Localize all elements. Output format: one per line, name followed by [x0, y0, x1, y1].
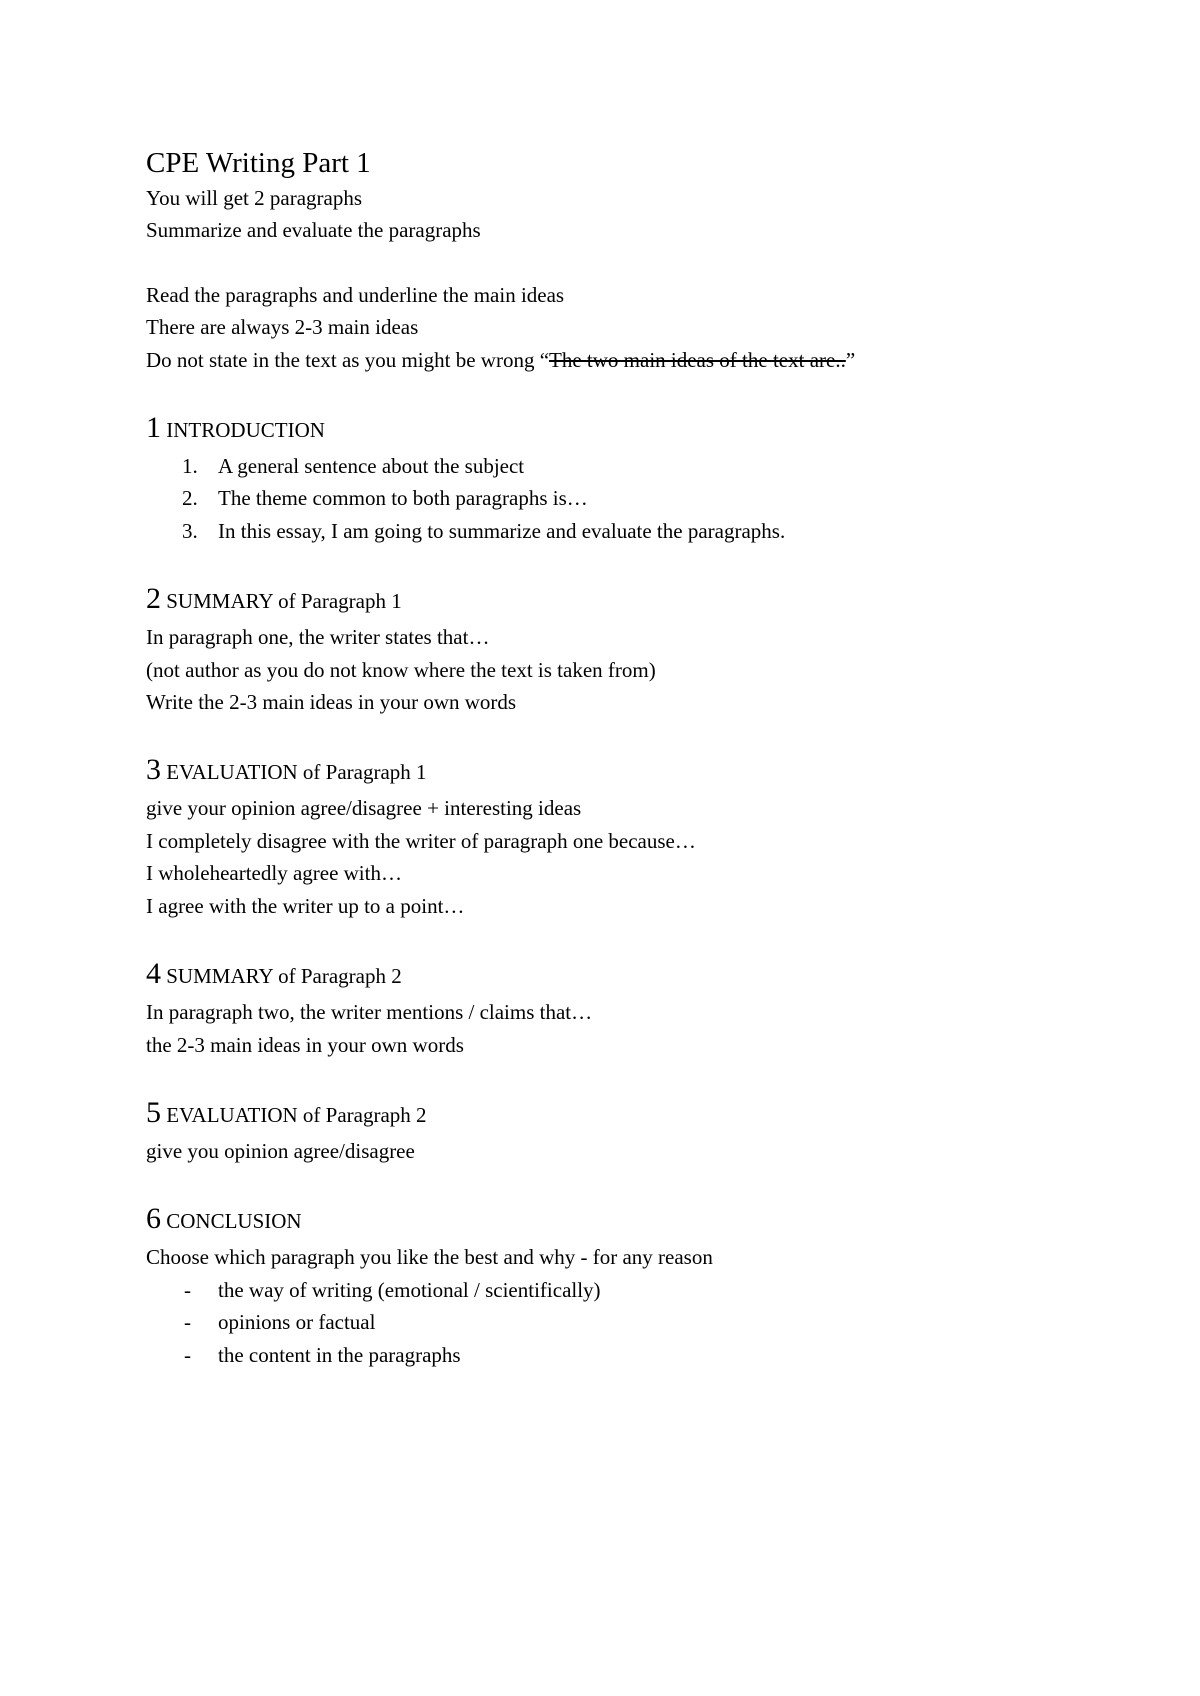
- list-item: [146, 482, 1146, 514]
- dash-bullet: -: [184, 1277, 191, 1302]
- list-item-text: In this essay, I am going to summarize and evaluate the paragraphs.: [218, 518, 786, 543]
- introduction-steps-list: [146, 450, 1146, 547]
- list-item: [146, 1306, 1146, 1338]
- section-heading-evaluation-2: [146, 1093, 1146, 1135]
- section-line: I wholeheartedly agree with…: [146, 861, 402, 886]
- section-title: SUMMARY of Paragraph 1: [166, 589, 402, 614]
- section-line: I agree with the writer up to a point…: [146, 893, 465, 918]
- reading-line: There are always 2-3 main ideas: [146, 315, 419, 340]
- list-number: 3.: [182, 518, 198, 543]
- section-line: give your opinion agree/disagree + interesting ideas: [146, 796, 582, 821]
- section-line: In paragraph two, the writer mentions / claims that…: [146, 1000, 593, 1025]
- list-item-text: the content in the paragraphs: [218, 1342, 461, 1367]
- list-item-text: opinions or factual: [218, 1310, 376, 1335]
- struck-phrase: The two main ideas of the text are..: [549, 347, 846, 372]
- section-line: give you opinion agree/disagree: [146, 1138, 415, 1163]
- section-heading-introduction: [146, 408, 1146, 450]
- section-line: (not author as you do not know where the text is taken from): [146, 657, 656, 682]
- spacer: [146, 718, 1146, 750]
- section-number: 1: [146, 411, 161, 445]
- spacer: [146, 1061, 1146, 1093]
- section-number: 4: [146, 957, 161, 991]
- section-title: EVALUATION of Paragraph 2: [166, 1102, 427, 1127]
- section-heading-summary-1: [146, 579, 1146, 621]
- section-title: EVALUATION of Paragraph 1: [166, 760, 427, 785]
- document-title: CPE Writing Part 1: [146, 147, 371, 179]
- list-number: 2.: [182, 486, 198, 511]
- list-item-text: A general sentence about the subject: [218, 454, 525, 479]
- intro-line: Summarize and evaluate the paragraphs: [146, 218, 481, 243]
- section-title: SUMMARY of Paragraph 2: [166, 964, 402, 989]
- spacer: [146, 376, 1146, 408]
- list-number: 1.: [182, 454, 198, 479]
- list-item: [146, 1339, 1146, 1371]
- section-line: the 2-3 main ideas in your own words: [146, 1032, 464, 1057]
- section-line: Choose which paragraph you like the best and why - for any reason: [146, 1245, 713, 1270]
- reading-line: Read the paragraphs and underline the main ideas: [146, 282, 565, 307]
- spacer: [146, 922, 1146, 954]
- section-title: INTRODUCTION: [166, 418, 325, 443]
- section-number: 5: [146, 1095, 161, 1129]
- section-title: CONCLUSION: [166, 1209, 302, 1234]
- warning-prefix: Do not state in the text as you might be wrong “: [146, 347, 550, 372]
- section-line: I completely disagree with the writer of paragraph one because…: [146, 828, 696, 853]
- list-item-text: The theme common to both paragraphs is…: [218, 486, 588, 511]
- warning-line: [146, 344, 1146, 376]
- section-heading-summary-2: [146, 954, 1146, 996]
- section-line: Write the 2-3 main ideas in your own words: [146, 690, 517, 715]
- dash-bullet: -: [184, 1342, 191, 1367]
- dash-bullet: -: [184, 1310, 191, 1335]
- section-line: In paragraph one, the writer states that…: [146, 625, 490, 650]
- list-item-text: the way of writing (emotional / scientifically): [218, 1277, 601, 1302]
- warning-suffix: ”: [845, 347, 856, 372]
- intro-line: You will get 2 paragraphs: [146, 186, 363, 210]
- spacer: [146, 247, 1146, 279]
- list-item: [146, 1274, 1146, 1306]
- document-body: [146, 144, 1146, 1371]
- section-heading-conclusion: [146, 1199, 1146, 1241]
- spacer: [146, 1167, 1146, 1199]
- list-item: [146, 515, 1146, 547]
- spacer: [146, 547, 1146, 579]
- section-number: 2: [146, 582, 161, 616]
- section-heading-evaluation-1: [146, 750, 1146, 792]
- section-number: 3: [146, 753, 161, 787]
- section-number: 6: [146, 1202, 161, 1236]
- conclusion-bullet-list: [146, 1274, 1146, 1371]
- list-item: [146, 450, 1146, 482]
